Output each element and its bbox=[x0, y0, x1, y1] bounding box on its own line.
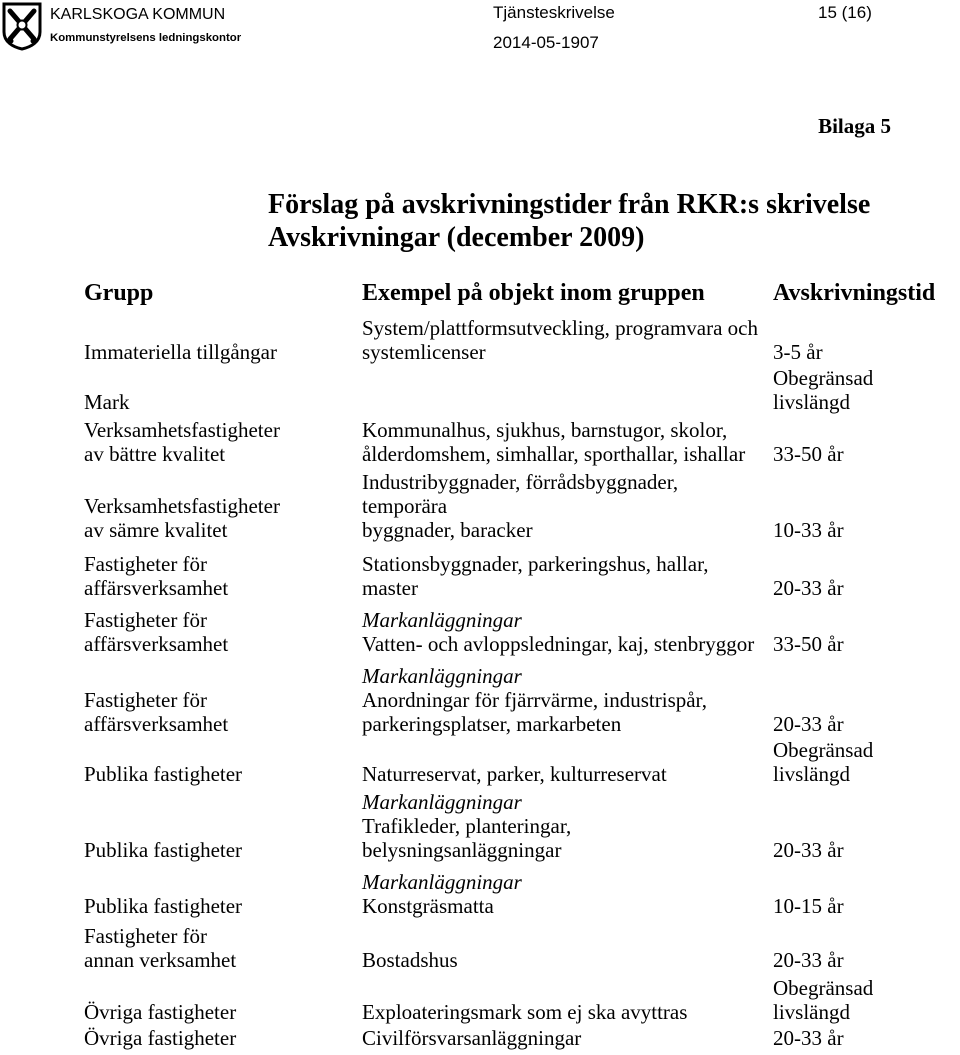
examples-cell bbox=[362, 418, 773, 470]
example-line: Civilförsvarsanläggningar bbox=[362, 1026, 582, 1050]
examples-cell bbox=[362, 1028, 773, 1054]
period-line: 33-50 år bbox=[773, 632, 844, 656]
period-line: livslängd bbox=[773, 390, 850, 414]
example-line: ålderdomshem, simhallar, sporthallar, ishallar bbox=[362, 442, 746, 466]
period-line: 20-33 år bbox=[773, 576, 844, 600]
group-line: Fastigheter för bbox=[84, 608, 208, 632]
period-cell bbox=[773, 660, 950, 740]
table-row bbox=[84, 740, 950, 790]
subcategory-label: Markanläggningar bbox=[362, 790, 522, 814]
examples-cell bbox=[362, 866, 773, 922]
group-cell bbox=[84, 418, 362, 470]
table-row bbox=[84, 922, 950, 976]
group-line: Övriga fastigheter bbox=[84, 1026, 237, 1050]
period-line: livslängd bbox=[773, 1000, 850, 1024]
document-type: Tjänsteskrivelse bbox=[493, 3, 615, 22]
group-line: av sämre kvalitet bbox=[84, 518, 228, 542]
examples-cell bbox=[362, 740, 773, 790]
period-cell bbox=[773, 470, 950, 546]
coat-of-arms-icon bbox=[1, 1, 43, 51]
period-cell bbox=[773, 546, 950, 604]
examples-cell bbox=[362, 546, 773, 604]
group-line: Mark bbox=[84, 390, 130, 414]
group-line: Publika fastigheter bbox=[84, 838, 243, 862]
table-row bbox=[84, 368, 950, 418]
group-line: Fastigheter för bbox=[84, 552, 208, 576]
example-line: Anordningar för fjärrvärme, industrispår, bbox=[362, 688, 707, 712]
table-row bbox=[84, 470, 950, 546]
period-line: Obegränsad bbox=[773, 738, 874, 762]
organization-name: KARLSKOGA KOMMUN bbox=[50, 6, 226, 23]
group-cell bbox=[84, 1028, 362, 1054]
period-line: Obegränsad bbox=[773, 976, 874, 1000]
group-cell bbox=[84, 310, 362, 368]
examples-cell bbox=[362, 922, 773, 976]
group-line: Verksamhetsfastigheter bbox=[84, 418, 280, 442]
group-cell bbox=[84, 790, 362, 866]
examples-cell bbox=[362, 310, 773, 368]
group-line: Fastigheter för bbox=[84, 924, 208, 948]
group-cell bbox=[84, 546, 362, 604]
example-line: Vatten- och avloppsledningar, kaj, stenbryggor bbox=[362, 632, 755, 656]
examples-cell bbox=[362, 976, 773, 1028]
period-line: 20-33 år bbox=[773, 712, 844, 736]
table-row bbox=[84, 976, 950, 1028]
example-line: System/plattformsutveckling, programvara och bbox=[362, 316, 758, 340]
example-line: belysningsanläggningar bbox=[362, 838, 562, 862]
examples-cell bbox=[362, 470, 773, 546]
table-row bbox=[84, 604, 950, 660]
group-line: Publika fastigheter bbox=[84, 894, 243, 918]
examples-cell bbox=[362, 368, 773, 418]
table-header-row bbox=[84, 276, 950, 310]
example-line: parkeringsplatser, markarbeten bbox=[362, 712, 622, 736]
period-cell bbox=[773, 604, 950, 660]
group-line: Verksamhetsfastigheter bbox=[84, 494, 280, 518]
organization-unit: Kommunstyrelsens ledningskontor bbox=[50, 32, 242, 44]
period-line: 3-5 år bbox=[773, 340, 823, 364]
group-line: Övriga fastigheter bbox=[84, 1000, 237, 1024]
table-row bbox=[84, 546, 950, 604]
document-title bbox=[268, 188, 870, 254]
period-cell bbox=[773, 418, 950, 470]
column-header-period: Avskrivningstid bbox=[773, 280, 936, 306]
page-number: 15 (16) bbox=[818, 3, 872, 22]
period-cell bbox=[773, 740, 950, 790]
example-line: master bbox=[362, 576, 418, 600]
example-line: Bostadshus bbox=[362, 948, 458, 972]
period-cell bbox=[773, 1028, 950, 1054]
group-cell bbox=[84, 470, 362, 546]
examples-cell bbox=[362, 790, 773, 866]
period-cell bbox=[773, 368, 950, 418]
example-line: Naturreservat, parker, kulturreservat bbox=[362, 762, 667, 786]
group-cell bbox=[84, 740, 362, 790]
period-line: livslängd bbox=[773, 762, 850, 786]
group-line: affärsverksamhet bbox=[84, 576, 229, 600]
group-line: affärsverksamhet bbox=[84, 632, 229, 656]
column-header-group: Grupp bbox=[84, 280, 154, 306]
group-line: Immateriella tillgångar bbox=[84, 340, 277, 364]
group-line: av bättre kvalitet bbox=[84, 442, 226, 466]
period-line: 20-33 år bbox=[773, 1026, 844, 1050]
period-cell bbox=[773, 790, 950, 866]
period-line: Obegränsad bbox=[773, 366, 874, 390]
examples-cell bbox=[362, 660, 773, 740]
table-row bbox=[84, 790, 950, 866]
period-line: 33-50 år bbox=[773, 442, 844, 466]
period-line: 20-33 år bbox=[773, 838, 844, 862]
period-line: 20-33 år bbox=[773, 948, 844, 972]
period-cell bbox=[773, 976, 950, 1028]
depreciation-table bbox=[84, 276, 950, 1054]
group-cell bbox=[84, 660, 362, 740]
table-row bbox=[84, 310, 950, 368]
subcategory-label: Markanläggningar bbox=[362, 870, 522, 894]
table-row bbox=[84, 866, 950, 922]
examples-cell bbox=[362, 604, 773, 660]
period-line: 10-33 år bbox=[773, 518, 844, 542]
period-line: 10-15 år bbox=[773, 894, 844, 918]
group-cell bbox=[84, 976, 362, 1028]
group-cell bbox=[84, 866, 362, 922]
table-row bbox=[84, 660, 950, 740]
example-line: temporära bbox=[362, 494, 448, 518]
table-row bbox=[84, 418, 950, 470]
group-cell bbox=[84, 368, 362, 418]
document-title-line-2: Avskrivningar (december 2009) bbox=[268, 222, 645, 253]
group-line: annan verksamhet bbox=[84, 948, 237, 972]
example-line: Trafikleder, planteringar, bbox=[362, 814, 572, 838]
table-row bbox=[84, 1028, 950, 1054]
example-line: Exploateringsmark som ej ska avyttras bbox=[362, 1000, 688, 1024]
example-line: Industribyggnader, förrådsbyggnader, bbox=[362, 470, 679, 494]
group-line: affärsverksamhet bbox=[84, 712, 229, 736]
subcategory-label: Markanläggningar bbox=[362, 608, 522, 632]
example-line: systemlicenser bbox=[362, 340, 486, 364]
document-number: 2014-05-1907 bbox=[493, 33, 599, 52]
group-cell bbox=[84, 922, 362, 976]
example-line: Stationsbyggnader, parkeringshus, hallar, bbox=[362, 552, 709, 576]
attachment-label: Bilaga 5 bbox=[818, 114, 891, 138]
document-title-line-1: Förslag på avskrivningstider från RKR:s skrivelse bbox=[268, 189, 871, 220]
period-cell bbox=[773, 922, 950, 976]
group-line: Publika fastigheter bbox=[84, 762, 243, 786]
example-line: byggnader, baracker bbox=[362, 518, 533, 542]
subcategory-label: Markanläggningar bbox=[362, 664, 522, 688]
period-cell bbox=[773, 866, 950, 922]
group-line: Fastigheter för bbox=[84, 688, 208, 712]
column-header-examples: Exempel på objekt inom gruppen bbox=[362, 280, 705, 306]
group-cell bbox=[84, 604, 362, 660]
period-cell bbox=[773, 310, 950, 368]
example-line: Kommunalhus, sjukhus, barnstugor, skolor, bbox=[362, 418, 728, 442]
example-line: Konstgräsmatta bbox=[362, 894, 494, 918]
